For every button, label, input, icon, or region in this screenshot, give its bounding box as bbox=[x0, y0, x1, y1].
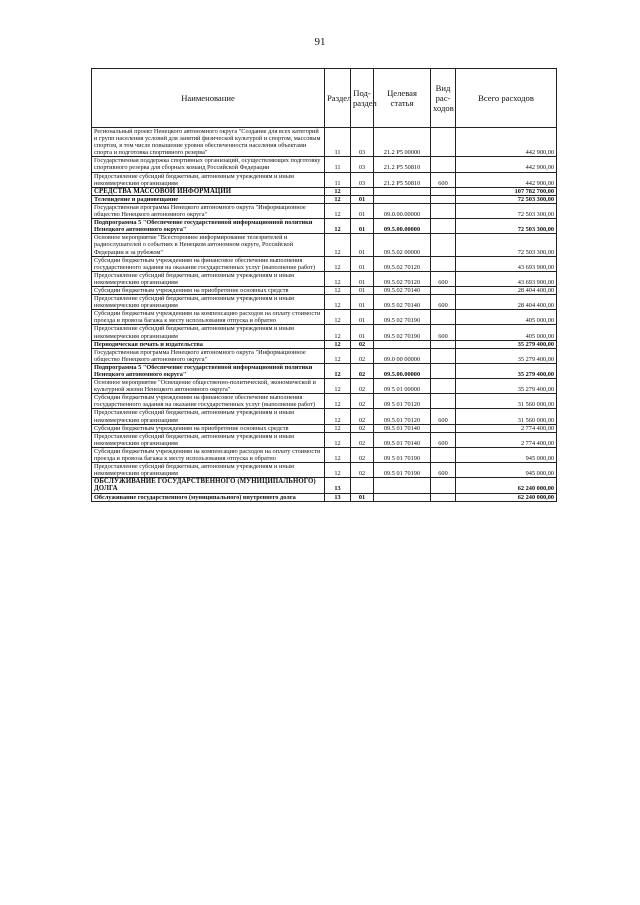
header-cst-line-2: статья bbox=[390, 98, 414, 108]
cell-target-article: 09.5.02 70140 bbox=[374, 286, 431, 294]
cell-razdel: 12 bbox=[325, 463, 351, 478]
cell-name: Государственная программа Ненецкого автономного округа "Информационное общество Ненецкого автономного округа" bbox=[92, 348, 325, 363]
table-row bbox=[92, 286, 557, 294]
cell-name: Субсидии бюджетным учреждениям на приобретение основных средств bbox=[92, 286, 325, 294]
header-vid-line-1: Вид bbox=[435, 83, 451, 93]
table-row bbox=[92, 363, 557, 378]
cell-total: 2 774 400,00 bbox=[456, 424, 557, 432]
cell-expense-type bbox=[431, 348, 456, 363]
cell-expense-type bbox=[431, 447, 456, 462]
table-body bbox=[92, 128, 557, 502]
cell-target-article: 09.5.00.00000 bbox=[374, 363, 431, 378]
cell-podrazdel: 02 bbox=[351, 394, 374, 409]
cell-total: 62 240 000,00 bbox=[456, 478, 557, 493]
cell-name: Предоставление субсидий бюджетным, автономным учреждениям и иным некоммерческим организациям bbox=[92, 172, 325, 187]
header-razdel: Раздел bbox=[325, 69, 351, 128]
cell-expense-type bbox=[431, 310, 456, 325]
cell-total: 72 503 300,00 bbox=[456, 234, 557, 256]
cell-podrazdel: 02 bbox=[351, 348, 374, 363]
cell-total: 31 560 000,00 bbox=[456, 409, 557, 424]
header-total: Всего расходов bbox=[456, 69, 557, 128]
cell-total: 405 000,00 bbox=[456, 310, 557, 325]
cell-total: 442 900,00 bbox=[456, 157, 557, 172]
cell-podrazdel: 01 bbox=[351, 286, 374, 294]
table-row bbox=[92, 310, 557, 325]
cell-target-article: 09.5 01 70190 bbox=[374, 463, 431, 478]
cell-total: 35 279 400,00 bbox=[456, 348, 557, 363]
cell-name: Государственная программа Ненецкого автономного округа "Информационное общество Ненецкого автономного округа" bbox=[92, 203, 325, 218]
cell-podrazdel: 01 bbox=[351, 271, 374, 286]
cell-target-article: 09 5 01 70190 bbox=[374, 447, 431, 462]
table-row bbox=[92, 234, 557, 256]
cell-name: Государственная поддержка спортивных организаций, осуществляющих подготовку спортивного резерва для сборных команд Российской Федерации bbox=[92, 157, 325, 172]
header-podrazdel-line-1: Под- bbox=[353, 88, 371, 98]
cell-podrazdel: 02 bbox=[351, 379, 374, 394]
cell-podrazdel: 01 bbox=[351, 234, 374, 256]
cell-name: Телевидение и радиовещание bbox=[92, 195, 325, 203]
table-row bbox=[92, 424, 557, 432]
cell-total: 945 000,00 bbox=[456, 463, 557, 478]
cell-razdel: 12 bbox=[325, 256, 351, 271]
table-row bbox=[92, 379, 557, 394]
cell-razdel: 11 bbox=[325, 128, 351, 157]
cell-razdel: 12 bbox=[325, 447, 351, 462]
cell-razdel: 12 bbox=[325, 340, 351, 348]
cell-expense-type: 600 bbox=[431, 172, 456, 187]
cell-total: 31 560 000,00 bbox=[456, 394, 557, 409]
cell-razdel: 12 bbox=[325, 348, 351, 363]
table-row bbox=[92, 219, 557, 234]
cell-name: Субсидии бюджетным учреждениям на компенсацию расходов на оплату стоимости проезда и провоза багажа к месту использования отпуска и обратно bbox=[92, 447, 325, 462]
cell-name: Предоставление субсидий бюджетным, автономным учреждениям и иным некоммерческим организациям bbox=[92, 463, 325, 478]
cell-expense-type bbox=[431, 363, 456, 378]
cell-name: СРЕДСТВА МАССОВОЙ ИНФОРМАЦИИ bbox=[92, 187, 325, 195]
cell-expense-type bbox=[431, 187, 456, 195]
table-row bbox=[92, 295, 557, 310]
cell-total: 43 693 900,00 bbox=[456, 271, 557, 286]
cell-razdel: 12 bbox=[325, 295, 351, 310]
table-row bbox=[92, 256, 557, 271]
cell-expense-type: 600 bbox=[431, 463, 456, 478]
cell-target-article bbox=[374, 340, 431, 348]
cell-expense-type bbox=[431, 234, 456, 256]
cell-total: 442 900,00 bbox=[456, 128, 557, 157]
cell-expense-type: 600 bbox=[431, 295, 456, 310]
table-row bbox=[92, 478, 557, 493]
cell-total: 35 279 400,00 bbox=[456, 340, 557, 348]
cell-name: Предоставление субсидий бюджетным, автономным учреждениям и иным некоммерческим организациям bbox=[92, 295, 325, 310]
cell-razdel: 12 bbox=[325, 424, 351, 432]
table-row bbox=[92, 409, 557, 424]
cell-expense-type bbox=[431, 286, 456, 294]
cell-expense-type: 600 bbox=[431, 432, 456, 447]
cell-total: 43 693 900,00 bbox=[456, 256, 557, 271]
cell-name: Подпрограмма 5 "Обеспечение государственной информационной политики Ненецкого автономного округа" bbox=[92, 219, 325, 234]
cell-target-article: 21.2 P5 50810 bbox=[374, 172, 431, 187]
cell-expense-type bbox=[431, 157, 456, 172]
header-vid-line-3: ходов bbox=[433, 103, 454, 113]
cell-target-article: 09.5.02 70120 bbox=[374, 256, 431, 271]
cell-expense-type bbox=[431, 493, 456, 501]
cell-expense-type bbox=[431, 219, 456, 234]
cell-podrazdel: 02 bbox=[351, 363, 374, 378]
cell-expense-type: 600 bbox=[431, 325, 456, 340]
table-row bbox=[92, 394, 557, 409]
cell-total: 405 000,00 bbox=[456, 325, 557, 340]
cell-razdel: 12 bbox=[325, 325, 351, 340]
cell-podrazdel: 02 bbox=[351, 409, 374, 424]
cell-razdel: 12 bbox=[325, 203, 351, 218]
cell-total: 35 279 400,00 bbox=[456, 363, 557, 378]
cell-target-article: 09.0 00 00000 bbox=[374, 348, 431, 363]
cell-target-article: 09.5 01 70140 bbox=[374, 432, 431, 447]
table-row bbox=[92, 157, 557, 172]
cell-target-article: 09.5 02 70190 bbox=[374, 325, 431, 340]
cell-podrazdel: 02 bbox=[351, 447, 374, 462]
cell-target-article bbox=[374, 493, 431, 501]
cell-razdel: 12 bbox=[325, 219, 351, 234]
table-row bbox=[92, 325, 557, 340]
cell-name: Основное мероприятие "Всестороннее информирование телезрителей и радиослушателей о событиях в Ненецком автономном округе, Российской Федерации и за рубежом" bbox=[92, 234, 325, 256]
cell-podrazdel: 03 bbox=[351, 128, 374, 157]
cell-target-article: 09.5.01 70120 bbox=[374, 409, 431, 424]
cell-expense-type bbox=[431, 424, 456, 432]
table-row bbox=[92, 493, 557, 501]
cell-name: Региональный проект Ненецкого автономного округа "Создание для всех категорий и групп населения условий для занятий физической культурой и спортом, массовым спортом, в том числе повышение уровня обеспеченности населения объектами спорта и подготовка спортивного резерва" bbox=[92, 128, 325, 157]
cell-target-article: 09.5 02 70140 bbox=[374, 295, 431, 310]
cell-expense-type bbox=[431, 340, 456, 348]
header-podrazdel bbox=[351, 69, 377, 128]
header-expense-type bbox=[431, 69, 456, 128]
cell-podrazdel: 02 bbox=[351, 432, 374, 447]
cell-podrazdel: 01 bbox=[351, 195, 374, 203]
header-name: Наименование bbox=[92, 69, 325, 128]
budget-table bbox=[91, 68, 557, 502]
table-row bbox=[92, 128, 557, 157]
table-row bbox=[92, 447, 557, 462]
header-target-article bbox=[374, 69, 431, 128]
table-row bbox=[92, 348, 557, 363]
cell-podrazdel: 02 bbox=[351, 424, 374, 432]
cell-name: Предоставление субсидий бюджетным, автономным учреждениям и иным некоммерческим организациям bbox=[92, 325, 325, 340]
cell-total: 442 900,00 bbox=[456, 172, 557, 187]
table-row bbox=[92, 432, 557, 447]
cell-name: Субсидии бюджетным учреждениям на приобретение основных средств bbox=[92, 424, 325, 432]
cell-podrazdel: 01 bbox=[351, 203, 374, 218]
cell-razdel: 12 bbox=[325, 187, 351, 195]
cell-target-article: 09.5.02 00000 bbox=[374, 234, 431, 256]
cell-target-article: 09 5 01 00000 bbox=[374, 379, 431, 394]
cell-total: 28 404 400,00 bbox=[456, 295, 557, 310]
cell-razdel: 12 bbox=[325, 310, 351, 325]
cell-name: Обслуживание государственного (муниципального) внутреннего долга bbox=[92, 493, 325, 501]
table-row bbox=[92, 195, 557, 203]
cell-total: 28 404 400,00 bbox=[456, 286, 557, 294]
cell-target-article bbox=[374, 195, 431, 203]
table-row bbox=[92, 340, 557, 348]
cell-razdel: 12 bbox=[325, 379, 351, 394]
cell-expense-type bbox=[431, 203, 456, 218]
header-cst-line-1: Целевая bbox=[387, 88, 417, 98]
cell-target-article: 09.5.00.00000 bbox=[374, 219, 431, 234]
cell-expense-type: 600 bbox=[431, 271, 456, 286]
cell-target-article bbox=[374, 478, 431, 493]
cell-razdel: 13 bbox=[325, 493, 351, 501]
cell-razdel: 12 bbox=[325, 409, 351, 424]
cell-total: 72 503 300,00 bbox=[456, 195, 557, 203]
cell-target-article: 21.2 P5 00000 bbox=[374, 128, 431, 157]
cell-razdel: 12 bbox=[325, 271, 351, 286]
cell-razdel: 12 bbox=[325, 432, 351, 447]
cell-name: ОБСЛУЖИВАНИЕ ГОСУДАРСТВЕННОГО (МУНИЦИПАЛЬНОГО) ДОЛГА bbox=[92, 478, 325, 493]
header-podrazdel-line-2: раздел bbox=[353, 98, 377, 108]
cell-name: Субсидии бюджетным учреждениям на компенсацию расходов на оплату стоимости проезда и провоза багажа к месту использования отпуска и обратно bbox=[92, 310, 325, 325]
cell-total: 72 503 300,00 bbox=[456, 219, 557, 234]
cell-podrazdel: 02 bbox=[351, 340, 374, 348]
page-number: 91 bbox=[314, 36, 326, 48]
cell-total: 72 503 300,00 bbox=[456, 203, 557, 218]
cell-podrazdel: 01 bbox=[351, 295, 374, 310]
cell-razdel: 12 bbox=[325, 195, 351, 203]
table-row bbox=[92, 172, 557, 187]
cell-expense-type bbox=[431, 195, 456, 203]
cell-name: Предоставление субсидий бюджетным, автономным учреждениям и иным некоммерческим организациям bbox=[92, 271, 325, 286]
cell-razdel: 12 bbox=[325, 234, 351, 256]
cell-target-article: 09.5 02 70190 bbox=[374, 310, 431, 325]
cell-razdel: 12 bbox=[325, 394, 351, 409]
cell-podrazdel bbox=[351, 478, 374, 493]
cell-expense-type bbox=[431, 478, 456, 493]
cell-razdel: 11 bbox=[325, 157, 351, 172]
cell-total: 2 774 400,00 bbox=[456, 432, 557, 447]
cell-name: Субсидии бюджетным учреждениям на финансовое обеспечение выполнения государственного задания на оказание государственных услуг (выполнение работ) bbox=[92, 394, 325, 409]
cell-total: 945 000,00 bbox=[456, 447, 557, 462]
cell-name: Периодическая печать и издательства bbox=[92, 340, 325, 348]
cell-podrazdel: 02 bbox=[351, 463, 374, 478]
cell-name: Предоставление субсидий бюджетным, автономным учреждениям и иным некоммерческим организациям bbox=[92, 409, 325, 424]
header-vid-line-2: рас- bbox=[435, 93, 451, 103]
cell-name: Субсидии бюджетным учреждениям на финансовое обеспечение выполнения государственного задания на оказание государственных услуг (выполнение работ) bbox=[92, 256, 325, 271]
table-row bbox=[92, 187, 557, 195]
cell-target-article: 09 5 01 70120 bbox=[374, 394, 431, 409]
cell-expense-type bbox=[431, 394, 456, 409]
cell-podrazdel: 03 bbox=[351, 172, 374, 187]
cell-total: 35 279 400,00 bbox=[456, 379, 557, 394]
cell-expense-type bbox=[431, 256, 456, 271]
cell-expense-type bbox=[431, 128, 456, 157]
cell-target-article: 09.5 01 70140 bbox=[374, 424, 431, 432]
cell-razdel: 13 bbox=[325, 478, 351, 493]
cell-razdel: 12 bbox=[325, 286, 351, 294]
cell-podrazdel: 01 bbox=[351, 219, 374, 234]
cell-expense-type bbox=[431, 379, 456, 394]
table-row bbox=[92, 271, 557, 286]
cell-podrazdel bbox=[351, 187, 374, 195]
table-row bbox=[92, 203, 557, 218]
cell-podrazdel: 01 bbox=[351, 310, 374, 325]
cell-razdel: 11 bbox=[325, 172, 351, 187]
cell-podrazdel: 01 bbox=[351, 493, 374, 501]
cell-total: 107 782 700,00 bbox=[456, 187, 557, 195]
cell-name: Предоставление субсидий бюджетным, автономным учреждениям и иным некоммерческим организациям bbox=[92, 432, 325, 447]
cell-name: Подпрограмма 5 "Обеспечение государственной информационной политики Ненецкого автономного округа" bbox=[92, 363, 325, 378]
cell-razdel: 12 bbox=[325, 363, 351, 378]
cell-podrazdel: 03 bbox=[351, 157, 374, 172]
table-header bbox=[92, 69, 557, 128]
cell-expense-type: 600 bbox=[431, 409, 456, 424]
cell-total: 62 240 000,00 bbox=[456, 493, 557, 501]
cell-podrazdel: 01 bbox=[351, 325, 374, 340]
cell-target-article bbox=[374, 187, 431, 195]
cell-name: Основное мероприятие "Освещение общественно-политической, экономической и культурной жизни Ненецкого автономного округа" bbox=[92, 379, 325, 394]
cell-target-article: 21.2 P5 50810 bbox=[374, 157, 431, 172]
cell-podrazdel: 01 bbox=[351, 256, 374, 271]
cell-target-article: 09.0.00.00000 bbox=[374, 203, 431, 218]
cell-target-article: 09.5.02 70120 bbox=[374, 271, 431, 286]
table-row bbox=[92, 463, 557, 478]
